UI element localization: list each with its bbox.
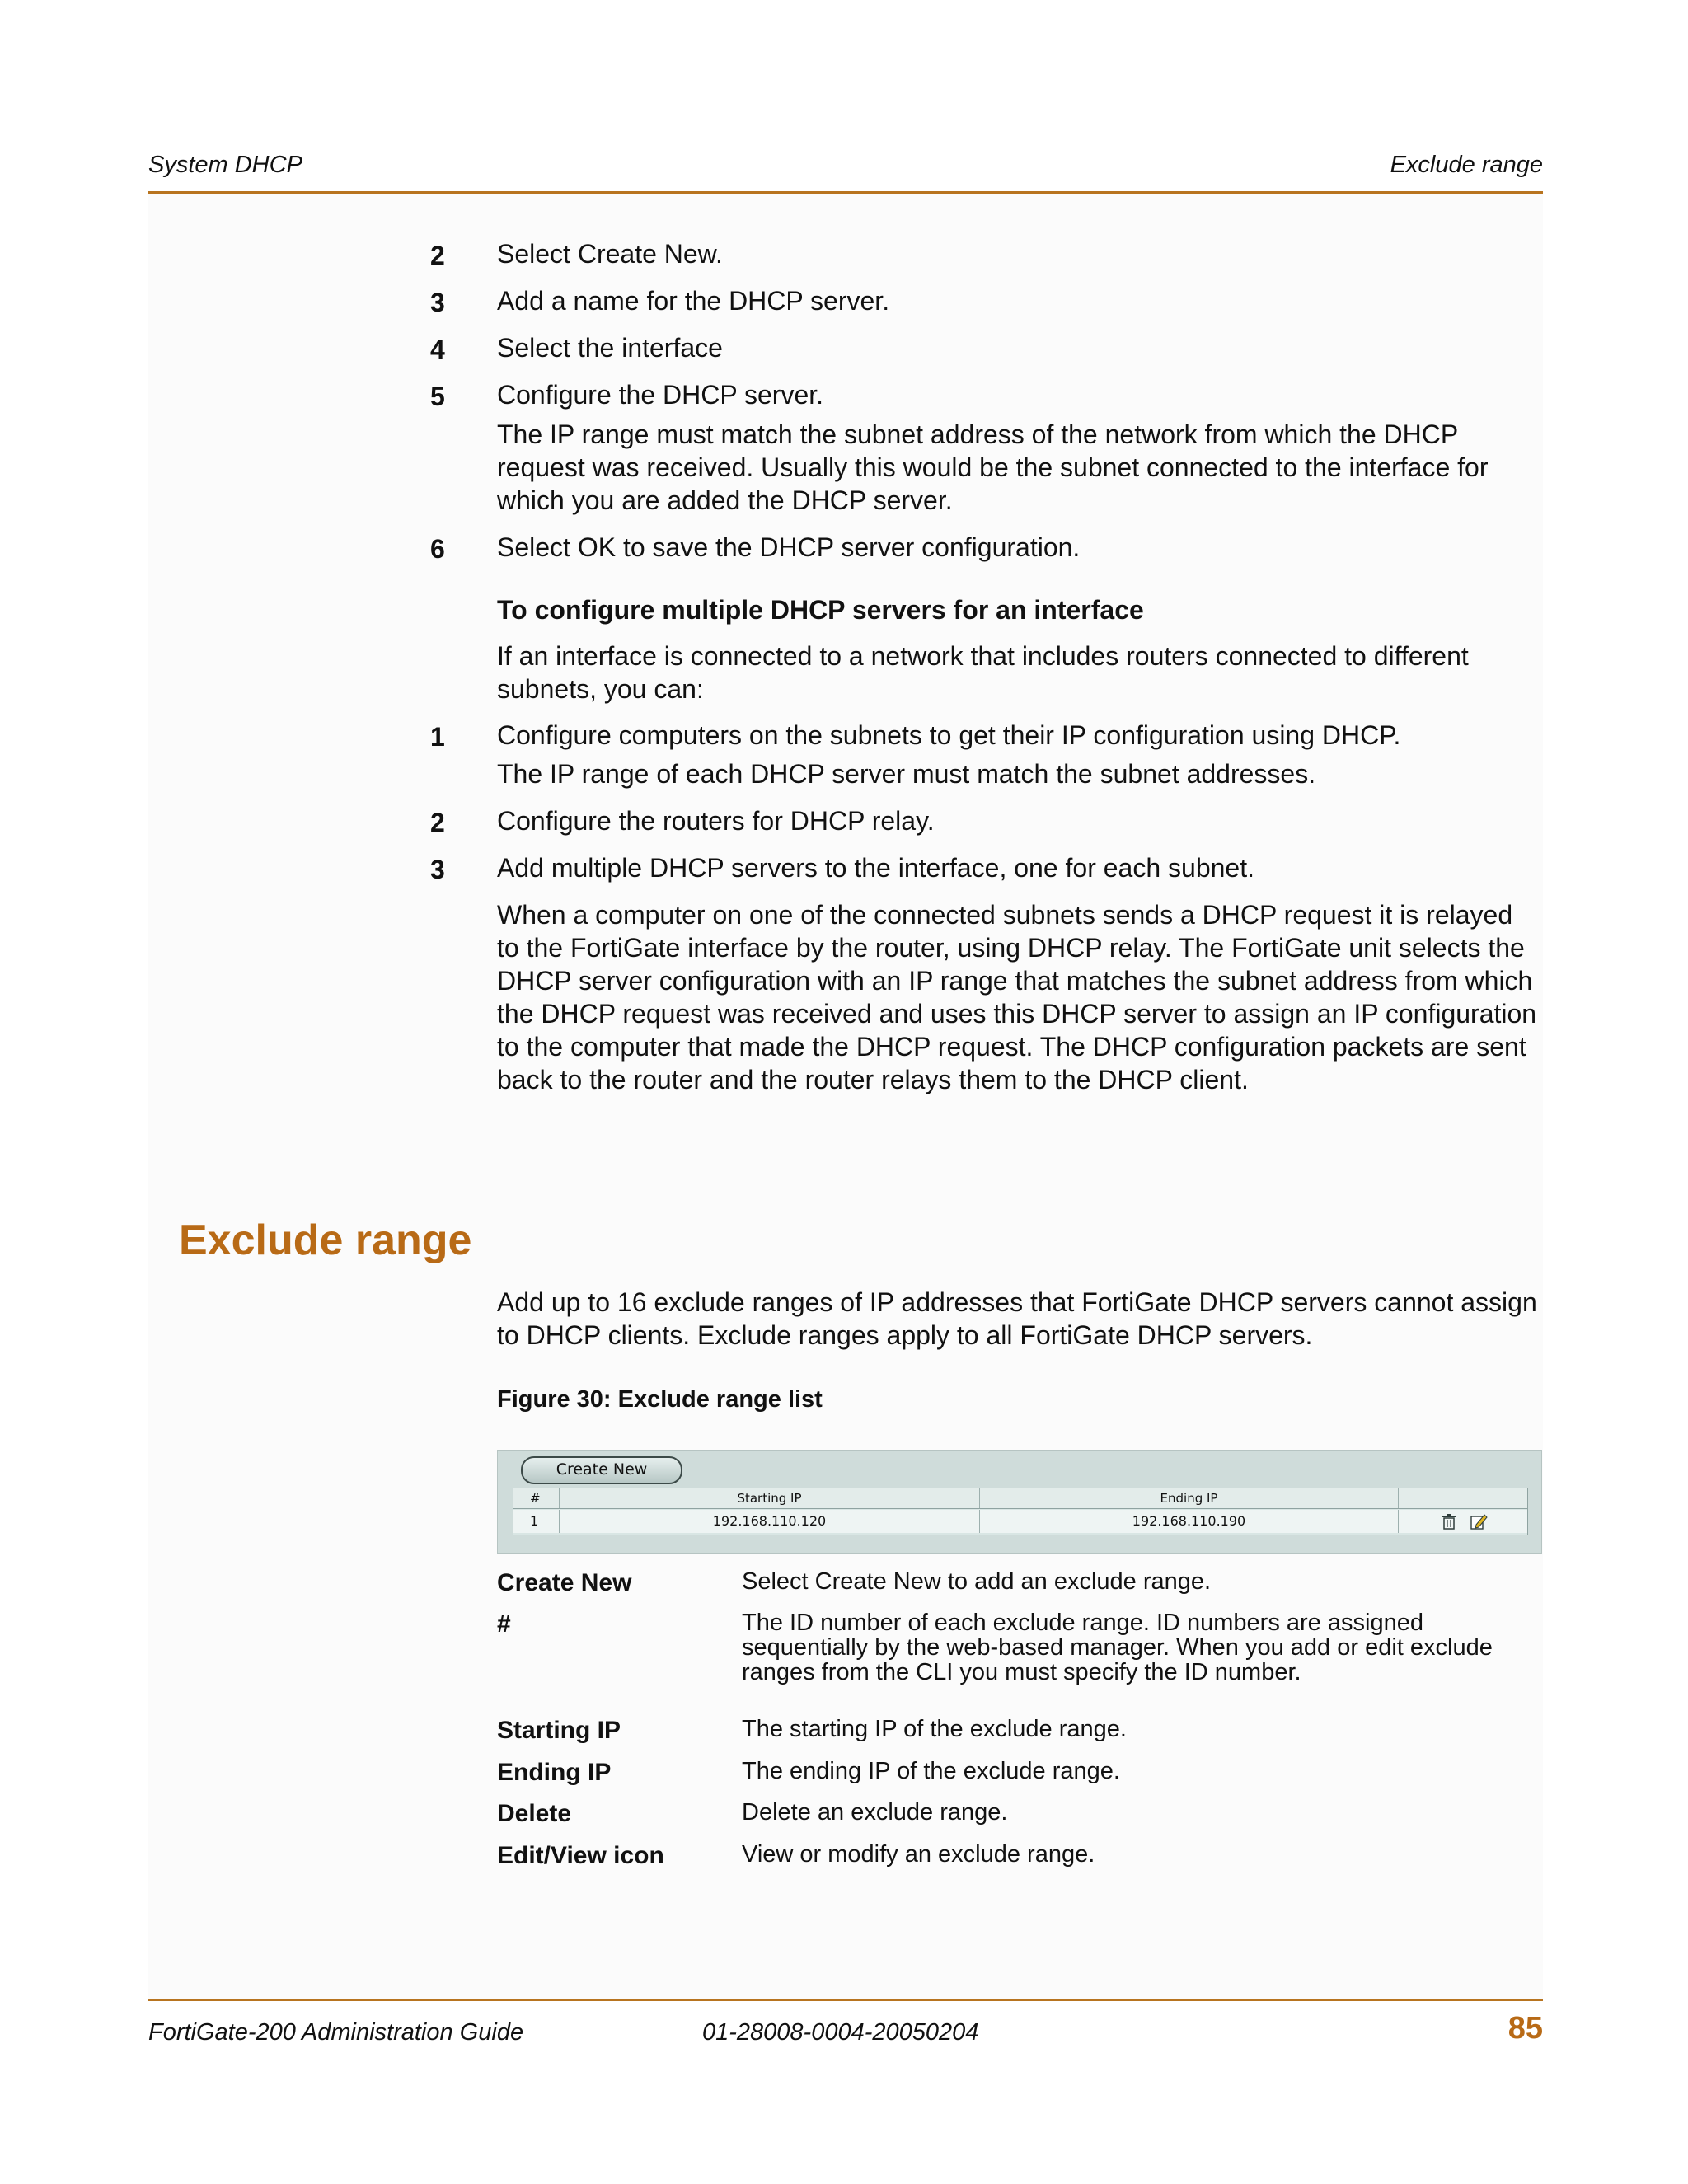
step-number: 2 [430, 808, 445, 837]
step-number: 2 [430, 241, 445, 270]
column-header-num[interactable]: # [513, 1488, 560, 1508]
step-text: Add a name for the DHCP server. [497, 286, 890, 316]
step-number: 4 [430, 335, 445, 364]
cell-ending-ip: 192.168.110.190 [980, 1510, 1399, 1533]
step-text: Add multiple DHCP servers to the interface, one for each subnet. [497, 853, 1254, 883]
step-number: 3 [430, 288, 445, 317]
step-text: Configure computers on the subnets to get their IP configuration using DHCP. [497, 720, 1401, 750]
figure-caption: Figure 30: Exclude range list [497, 1386, 823, 1413]
column-header-actions [1399, 1488, 1526, 1508]
step-number: 3 [430, 855, 445, 884]
column-header-ending-ip[interactable]: Ending IP [980, 1488, 1399, 1508]
header-rule [148, 191, 1543, 194]
definition-term: Ending IP [497, 1759, 612, 1786]
create-new-button[interactable]: Create New [521, 1456, 682, 1484]
definition-desc: The ID number of each exclude range. ID numbers are assigned sequentially by the web-based manager. When you add or edit exclude ranges from the CLI you must specify the ID number. [742, 1610, 1493, 1685]
cell-starting-ip: 192.168.110.120 [560, 1510, 980, 1533]
cell-num: 1 [513, 1510, 560, 1533]
definition-desc: The ending IP of the exclude range. [742, 1758, 1120, 1784]
definition-term: Delete [497, 1800, 572, 1827]
procedure-closing: When a computer on one of the connected subnets sends a DHCP request it is relayed to the FortiGate interface by the router, using DHCP relay. The FortiGate unit selects the DHCP server configuration with an IP range that matches the subnet address from which the DHCP request was received and uses this DHCP server to assign an IP configuration to the computer that made the DHCP request. The DHCP configuration packets are sent back to the router and the router relays them to the DHCP client. [497, 900, 1537, 1094]
step-number: 6 [430, 534, 445, 564]
running-header-right: Exclude range [1390, 152, 1543, 178]
step-text: Select the interface [497, 333, 723, 363]
page-number: 85 [1507, 2011, 1543, 2046]
column-header-starting-ip[interactable]: Starting IP [560, 1488, 980, 1508]
table-header-row [513, 1488, 1527, 1509]
step-text: Configure the DHCP server. [497, 380, 824, 410]
table-row [513, 1510, 1527, 1533]
procedure-title: To configure multiple DHCP servers for an interface [497, 595, 1144, 625]
step-text: Select Create New. [497, 239, 723, 269]
section-title: Exclude range [179, 1216, 472, 1264]
step-text: Configure the routers for DHCP relay. [497, 806, 935, 836]
definition-term: # [497, 1610, 511, 1638]
definition-term: Starting IP [497, 1717, 621, 1744]
section-intro: Add up to 16 exclude ranges of IP addresses that FortiGate DHCP servers cannot assign to DHCP clients. Exclude ranges apply to all FortiGate DHCP servers. [497, 1287, 1537, 1350]
cell-actions [1399, 1510, 1526, 1533]
procedure-intro: If an interface is connected to a network that includes routers connected to different subnets, you can: [497, 641, 1469, 704]
delete-icon[interactable] [1440, 1513, 1458, 1530]
definition-desc: Delete an exclude range. [742, 1799, 1008, 1825]
definition-desc: The starting IP of the exclude range. [742, 1716, 1127, 1742]
exclude-range-list-figure [497, 1450, 1542, 1554]
definition-term: Edit/View icon [497, 1842, 664, 1869]
footer-doc-number: 01-28008-0004-20050204 [702, 2019, 979, 2046]
step-number: 5 [430, 382, 445, 411]
definition-desc: View or modify an exclude range. [742, 1841, 1095, 1868]
footer-rule [148, 1999, 1543, 2001]
running-header-left: System DHCP [148, 152, 302, 178]
ip-range-note: The IP range must match the subnet address of the network from which the DHCP request was received. Usually this would be the subnet connected to the interface for which you are added the DHCP server. [497, 419, 1489, 515]
exclude-range-table [513, 1488, 1528, 1535]
step-note: The IP range of each DHCP server must match the subnet addresses. [497, 759, 1316, 789]
definition-term: Create New [497, 1569, 632, 1596]
definition-desc: Select Create New to add an exclude range. [742, 1568, 1212, 1595]
footer-title: FortiGate-200 Administration Guide [148, 2019, 524, 2046]
edit-icon[interactable] [1470, 1512, 1488, 1530]
step-number: 1 [430, 722, 445, 752]
step-text: Select OK to save the DHCP server configuration. [497, 532, 1081, 562]
